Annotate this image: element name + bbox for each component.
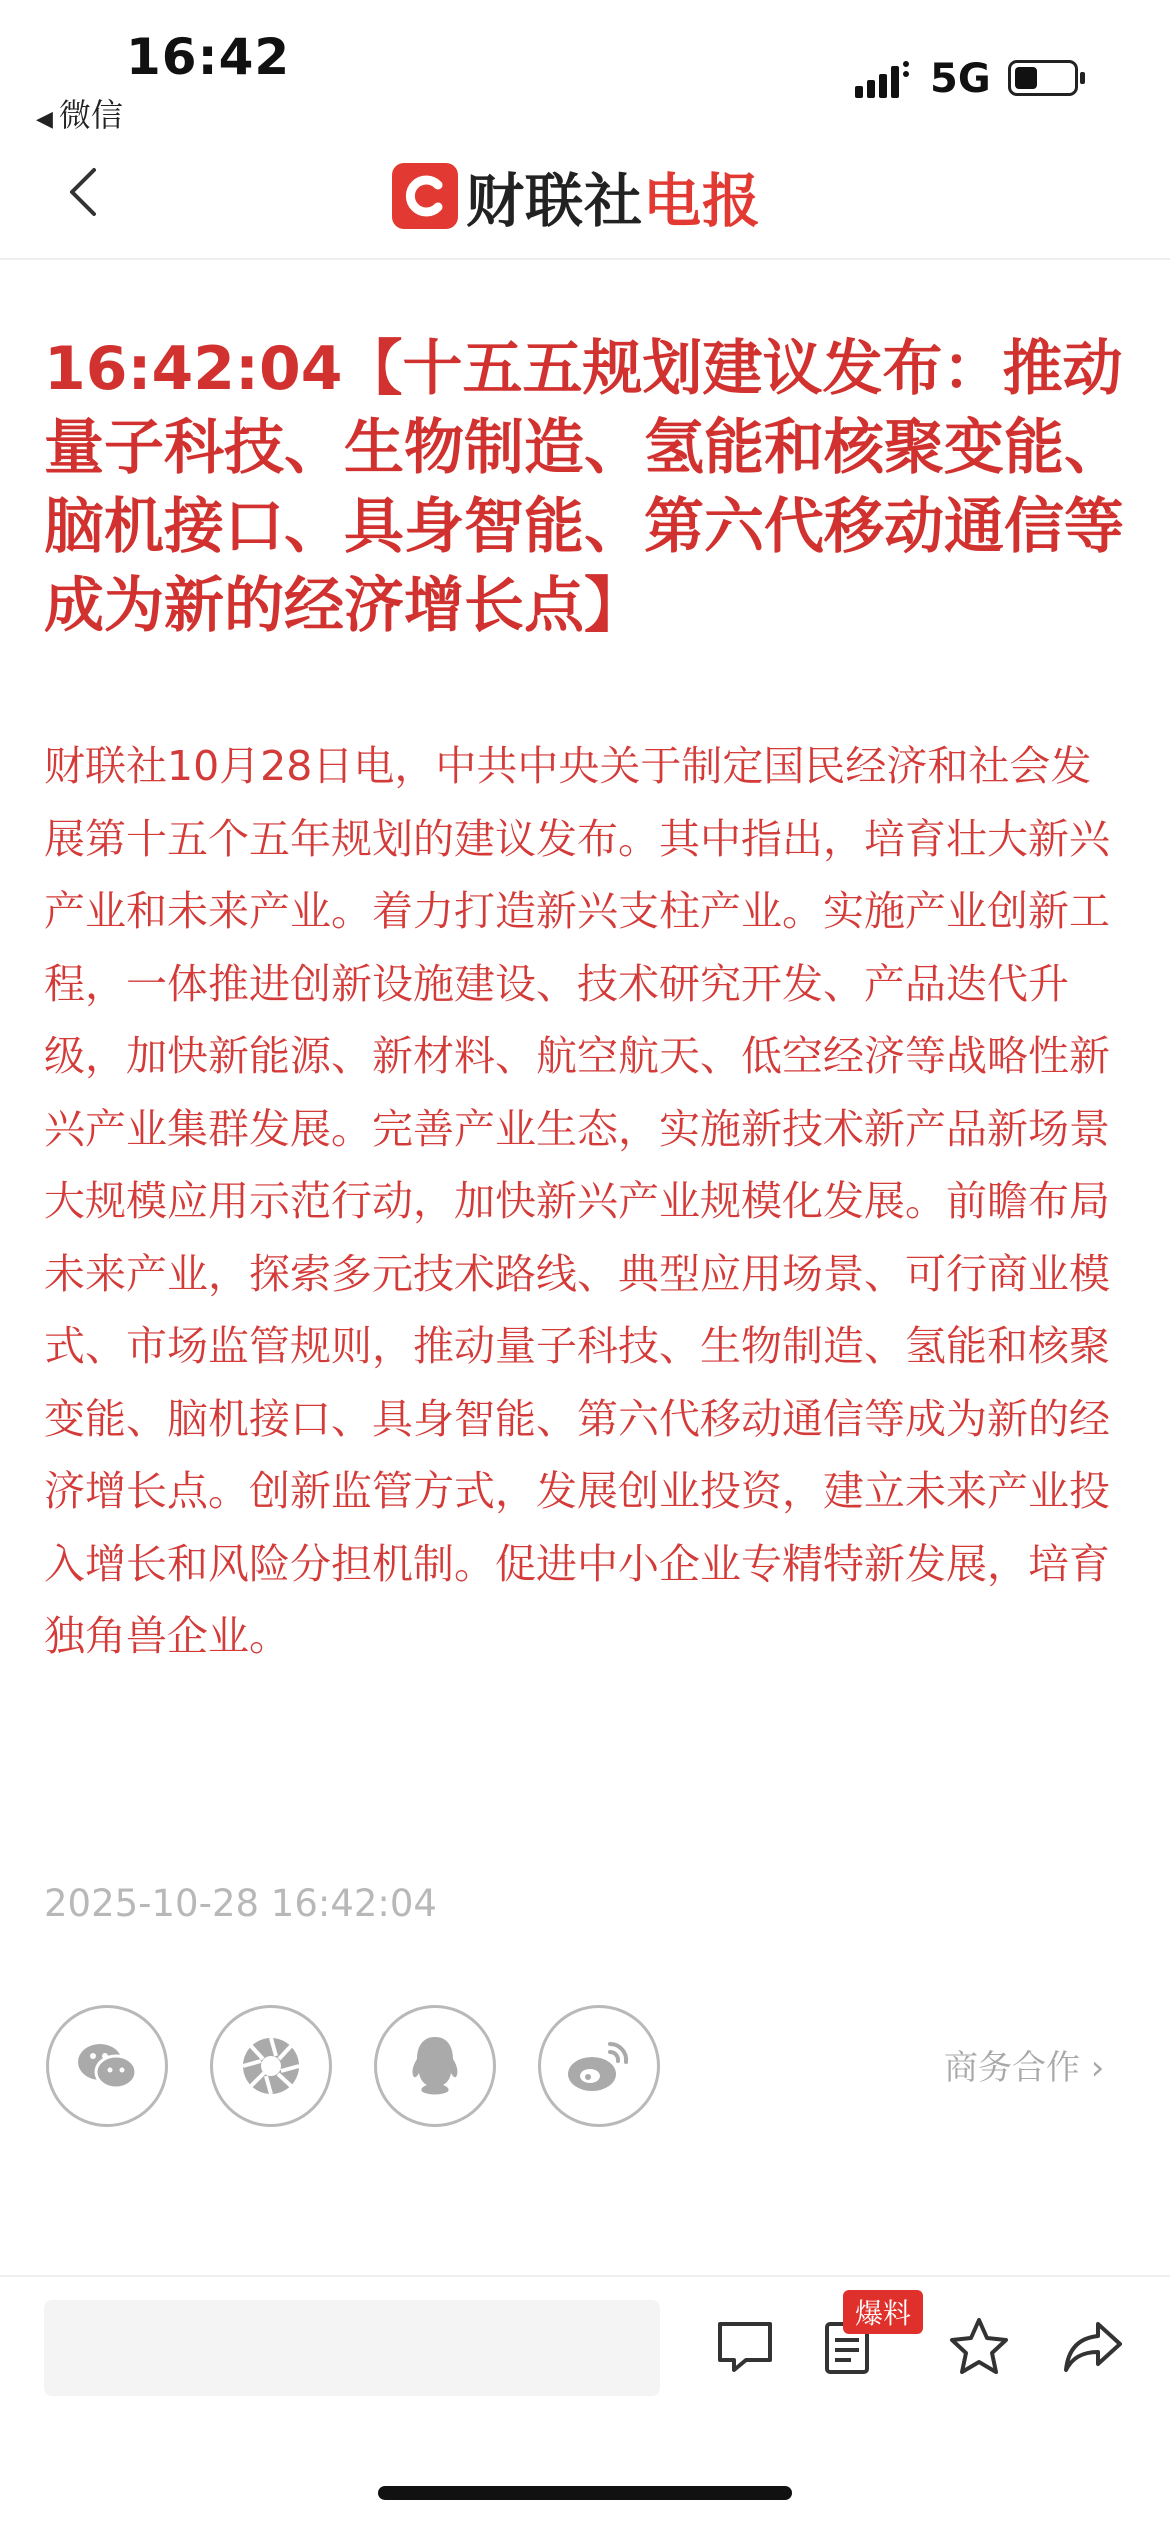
battery-icon: [1008, 60, 1078, 96]
logo-suffix: 电报: [643, 167, 762, 235]
share-wechat-button[interactable]: [46, 2005, 168, 2127]
comment-input[interactable]: [44, 2300, 660, 2396]
nav-divider: [0, 258, 1170, 260]
qq-icon: [405, 2033, 465, 2099]
back-app-label: 微信: [58, 96, 123, 134]
wechat-icon: [72, 2036, 142, 2096]
brand-logo: [392, 158, 761, 234]
share-qq-button[interactable]: [374, 2005, 496, 2127]
share-weibo-button[interactable]: [538, 2005, 660, 2127]
favorite-icon[interactable]: [944, 2312, 1014, 2382]
report-badge: 爆料: [843, 2290, 923, 2334]
back-arrow-icon[interactable]: [58, 162, 118, 222]
back-triangle-icon: ◀: [36, 107, 53, 132]
back-to-app[interactable]: [36, 90, 123, 136]
logo-prefix: 财联社: [466, 167, 644, 235]
logo-c-icon: [392, 163, 458, 229]
status-time: 16:42: [126, 28, 291, 86]
weibo-icon: [564, 2036, 634, 2096]
article-body: 财联社10月28日电，中共中央关于制定国民经济和社会发展第十五个五年规划的建议发布。其中指出，培育壮大新兴产业和未来产业。着力打造新兴支柱产业。实施产业创新工程，一体推进创新设施建设、技术研究开发、产品迭代升级，加快新能源、新材料、航空航天、低空经济等战略性新兴产业集群发展。完善产业生态，实施新技术新产品新场景大规模应用示范行动，加快新兴产业规模化发展。前瞻布局未来产业，探索多元技术路线、典型应用场景、可行商业模式、市场监管规则，推动量子科技、生物制造、氢能和核聚变能、脑机接口、具身智能、第六代移动通信等成为新的经济增长点。创新监管方式，发展创业投资，建立未来产业投入增长和风险分担机制。促进中小企业专精特新发展，培育独角兽企业。: [44, 742, 1110, 1660]
share-moments-button[interactable]: [210, 2005, 332, 2127]
signal-icon: [855, 60, 911, 100]
business-cooperation-link[interactable]: 商务合作 ›: [944, 2048, 1105, 2088]
share-icon[interactable]: [1058, 2312, 1128, 2382]
network-type: 5G: [930, 56, 991, 102]
moments-icon: [238, 2033, 304, 2099]
article-headline: 16:42:04【十五五规划建议发布：推动量子科技、生物制造、氢能和核聚变能、脑机接口、具身智能、第六代移动通信等成为新的经济增长点】: [44, 334, 1124, 641]
comment-icon[interactable]: [710, 2312, 780, 2382]
bottom-divider: [0, 2275, 1170, 2277]
home-indicator: [378, 2486, 792, 2500]
article-timestamp: 2025-10-28 16:42:04: [44, 1882, 437, 1925]
